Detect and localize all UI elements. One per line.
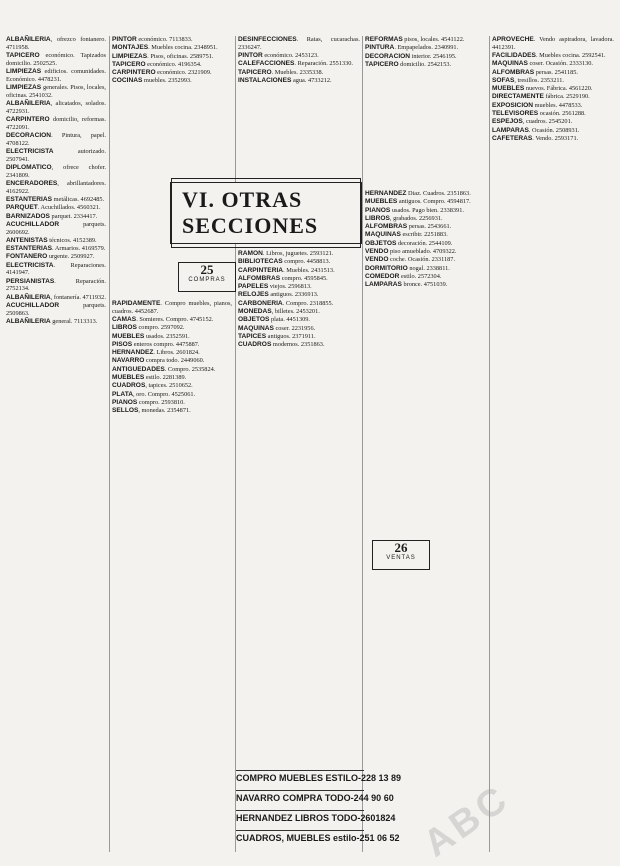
classified-ad: LAMPARAS. Ocasión. 2508931. bbox=[492, 126, 580, 134]
classified-ad: DECORACION. Pintura, papel. 4708122. bbox=[6, 132, 106, 147]
classified-ad: FONTANERO urgente. 2509927. bbox=[6, 253, 95, 261]
classified-ad: LIBROS, grabados. 2256931. bbox=[365, 214, 443, 222]
classified-ad: ANTENISTAS técnicos. 4152389. bbox=[6, 236, 97, 244]
classified-ad: DECORACION interior. 2546195. bbox=[365, 52, 457, 60]
classified-ad: ACUCHILLADOR parquets. 2600692. bbox=[6, 220, 106, 236]
classified-ad: ACUCHILLADOR parquets. 2509863. bbox=[6, 302, 106, 317]
column-rule bbox=[109, 36, 110, 852]
classified-ad: CUADROS modernos. 2351863. bbox=[238, 341, 325, 349]
ad-banner: HERNANDEZ LIBROS TODO-2601824 bbox=[236, 810, 364, 824]
section-headline-text: VI. OTRAS SECCIONES bbox=[171, 178, 361, 248]
classified-ad: BARNIZADOS parquet. 2334417. bbox=[6, 212, 98, 220]
classified-ad: ALFOMBRAS persas. 2541185. bbox=[492, 68, 578, 76]
classified-ad: LAMPARAS bronce. 4751039. bbox=[365, 281, 448, 289]
section-box-ventas bbox=[372, 540, 430, 570]
classified-ad: TAPICERO económico. 4196354. bbox=[112, 60, 202, 68]
ads-column-1 bbox=[6, 36, 106, 852]
section-number: 25 bbox=[200, 262, 214, 277]
section-label: COMPRAS bbox=[188, 277, 226, 283]
ads-column-3 bbox=[238, 250, 360, 765]
classified-ad: PIANOS compro. 2593810. bbox=[112, 398, 185, 406]
classified-ad: ALFOMBRAS persas. 2543661. bbox=[365, 223, 452, 231]
classified-ad: MUEBLES estilo. 2281389. bbox=[112, 374, 187, 382]
classified-ad: OBJETOS plata. 4451309. bbox=[238, 316, 310, 324]
classified-ad: HERNANDEZ Diaz. Cuadros. 2351863. bbox=[365, 190, 471, 197]
classified-ad: DIRECTAMENTE fábrica. 2529190. bbox=[492, 93, 590, 101]
classified-ad: ANTIGUEDADES. Compro. 2535824. bbox=[112, 365, 216, 373]
classified-ad: SELLOS, monedas. 2354871. bbox=[112, 407, 191, 415]
classified-ad: ESTANTERIAS metálicas. 4692485. bbox=[6, 196, 105, 203]
classified-ad: PARQUET. Acuchillados. 4560321. bbox=[6, 204, 101, 212]
classified-ad: CAMAS. Somieres. Compro. 4745152. bbox=[112, 316, 214, 323]
classified-ad: PINTOR económico. 2453123. bbox=[238, 52, 319, 59]
classified-ad: SOFAS, tresillos. 2353211. bbox=[492, 76, 564, 84]
ad-banner: COMPRO MUEBLES ESTILO-228 13 89 bbox=[236, 770, 364, 784]
classified-ad: PLATA, oro. Compro. 4525061. bbox=[112, 390, 196, 398]
classified-ad: PIANOS usados. Pago bien. 2338391. bbox=[365, 206, 464, 214]
section-headline bbox=[170, 182, 362, 244]
classified-ad: CARPINTERO domicilio, reformas. 4722091. bbox=[6, 116, 106, 131]
classified-ad: CAFETERAS. Vendo. 2593171. bbox=[492, 134, 579, 142]
classified-ad: VENDO piso amueblado. 4709322. bbox=[365, 248, 457, 256]
classified-ad: TAPICERO. Muebles. 2335338. bbox=[238, 68, 324, 76]
classified-ad: DIPLOMATICO, ofrece chofer. 2341809. bbox=[6, 164, 106, 179]
classified-ad: LIMPIEZAS edificios. comunidades. Económico. 4478231. bbox=[6, 68, 106, 83]
column-rule bbox=[362, 36, 363, 852]
classified-ad: DORMITORIO nogal. 2338811. bbox=[365, 264, 450, 272]
classified-ad: CALEFACCIONES. Reparación. 2551330. bbox=[238, 60, 354, 68]
classified-ad: PINTOR económico. 7113833. bbox=[112, 36, 193, 43]
classified-ad: ELECTRICISTA autorizado. 2507941. bbox=[6, 148, 106, 163]
classified-ad: COCINAS muebles. 2352993. bbox=[112, 77, 192, 85]
classified-ad: MONTAJES. Muebles cocina. 2348951. bbox=[112, 44, 218, 52]
classified-ad: COMEDOR estilo. 2572304. bbox=[365, 272, 442, 280]
classified-ad: ESPEJOS, cuadros. 2545201. bbox=[492, 118, 573, 126]
classified-ad: MUEBLES usados. 2352591. bbox=[112, 332, 190, 340]
classified-ad: PINTURA. Empapelados. 2340991. bbox=[365, 44, 459, 52]
classified-ad: ALBAÑILERIA, ofrezco fontanero. 4711958. bbox=[6, 36, 106, 51]
classified-ad: MONEDAS, billetes. 2453201. bbox=[238, 308, 320, 316]
ads-top-column-3 bbox=[238, 36, 360, 176]
classified-ad: CARBONERIA. Compro. 2318855. bbox=[238, 299, 334, 307]
classified-ad: RAMON. Libros, juguetes. 2593121. bbox=[238, 250, 334, 257]
classified-ad: HERNANDEZ. Libros. 2601824. bbox=[112, 349, 200, 357]
classified-ad: MUEBLES antiguos. Compro. 4594817. bbox=[365, 198, 471, 206]
classified-ad: LIMPIEZAS. Pisos, oficinas. 2589751. bbox=[112, 52, 214, 60]
classified-ad: OBJETOS decoración. 2544109. bbox=[365, 239, 453, 247]
watermark: ABC bbox=[416, 776, 518, 866]
ad-banner: CUADROS, MUEBLES estilo-251 06 52 bbox=[236, 830, 364, 844]
classified-ad: ELECTRICISTA. Reparaciones. 4141947. bbox=[6, 261, 106, 277]
classified-ad: RAPIDAMENTE. Compro muebles, pianos, cuadros. 4452687. bbox=[112, 300, 232, 315]
classified-ad: FACILIDADES. Muebles cocina. 2592541. bbox=[492, 52, 606, 59]
classified-ad: PAPELES viejos. 2596813. bbox=[238, 283, 312, 291]
column-rule bbox=[489, 36, 490, 852]
ads-top-column-4 bbox=[365, 36, 485, 188]
column-rule bbox=[235, 36, 236, 852]
classified-ad: CARPINTERIA. Muebles. 2431513. bbox=[238, 266, 335, 274]
classified-ad: REFORMAS pisos, locales. 4541122. bbox=[365, 36, 465, 43]
classified-ad: PERSIANISTAS. Reparación. 2752134. bbox=[6, 277, 106, 293]
classified-ad: MAQUINAS coser. 2231956. bbox=[238, 324, 316, 332]
classified-ad: ALFOMBRAS compro. 4595845. bbox=[238, 274, 328, 282]
classified-ad: EXPOSICION muebles. 4478533. bbox=[492, 101, 583, 109]
classified-ad: ALBAÑILERIA general. 7113313. bbox=[6, 318, 98, 326]
classified-ad: TAPICERO económico. Tapizados domicilio. 2502525. bbox=[6, 52, 106, 67]
ads-column-5 bbox=[492, 36, 614, 852]
classified-ad: ESTANTERIAS. Armarios. 4169579. bbox=[6, 245, 106, 253]
classified-ad: PISOS enteros compro. 4475887. bbox=[112, 340, 200, 348]
ads-column-2 bbox=[112, 300, 232, 852]
classified-ad: ENCERADORES, abrillantadores. 4162922. bbox=[6, 180, 106, 195]
section-number: 26 bbox=[394, 540, 408, 555]
classified-ad: MAQUINAS coser. Ocasión. 2333130. bbox=[492, 60, 593, 68]
classified-ad: APROVECHE. Vendo aspiradora, lavadora. 4412391. bbox=[492, 36, 614, 51]
classified-ad: BIBLIOTECAS compro. 4458813. bbox=[238, 258, 331, 266]
ads-top-column-2 bbox=[112, 36, 232, 176]
classified-ad: LIBROS compro. 2597092. bbox=[112, 324, 185, 332]
classified-ad: ALBAÑILERIA, alicatados, solados. 4722931. bbox=[6, 100, 106, 115]
classified-ad: ALBAÑILERIA, fontanería. 4711932. bbox=[6, 293, 106, 301]
classified-ad: NAVARRO compra todo. 2449060. bbox=[112, 357, 205, 365]
ad-banner: NAVARRO COMPRA TODO-244 90 60 bbox=[236, 790, 364, 804]
classified-ad: TAPICES antiguos. 2371911. bbox=[238, 332, 316, 340]
classified-ad: CARPINTERO económico. 2321909. bbox=[112, 69, 212, 77]
classified-ad: LIMPIEZAS generales. Pisos, locales, oficinas. 2541032. bbox=[6, 84, 106, 99]
classified-ad: VENDO coche. Ocasión. 2331187. bbox=[365, 256, 456, 264]
classified-ad: MAQUINAS escribir. 2251883. bbox=[365, 231, 448, 239]
classified-ad: INSTALACIONES agua. 4733212. bbox=[238, 76, 332, 84]
classified-ad: DESINFECCIONES. Ratas, cucarachas. 2336247. bbox=[238, 36, 360, 51]
section-label: VENTAS bbox=[386, 555, 416, 561]
classified-ad: MUEBLES nuevos. Fábrica. 4561220. bbox=[492, 85, 593, 93]
classified-ad: TELEVISORES ocasión. 2561288. bbox=[492, 110, 586, 118]
classified-ad: RELOJES antiguos. 2336913. bbox=[238, 291, 319, 299]
ads-column-4 bbox=[365, 190, 485, 852]
classified-ad: TAPICERO domicilio. 2542153. bbox=[365, 60, 452, 68]
section-box-compras bbox=[178, 262, 236, 292]
classified-ad: CUADROS, tapices. 2510652. bbox=[112, 382, 193, 390]
